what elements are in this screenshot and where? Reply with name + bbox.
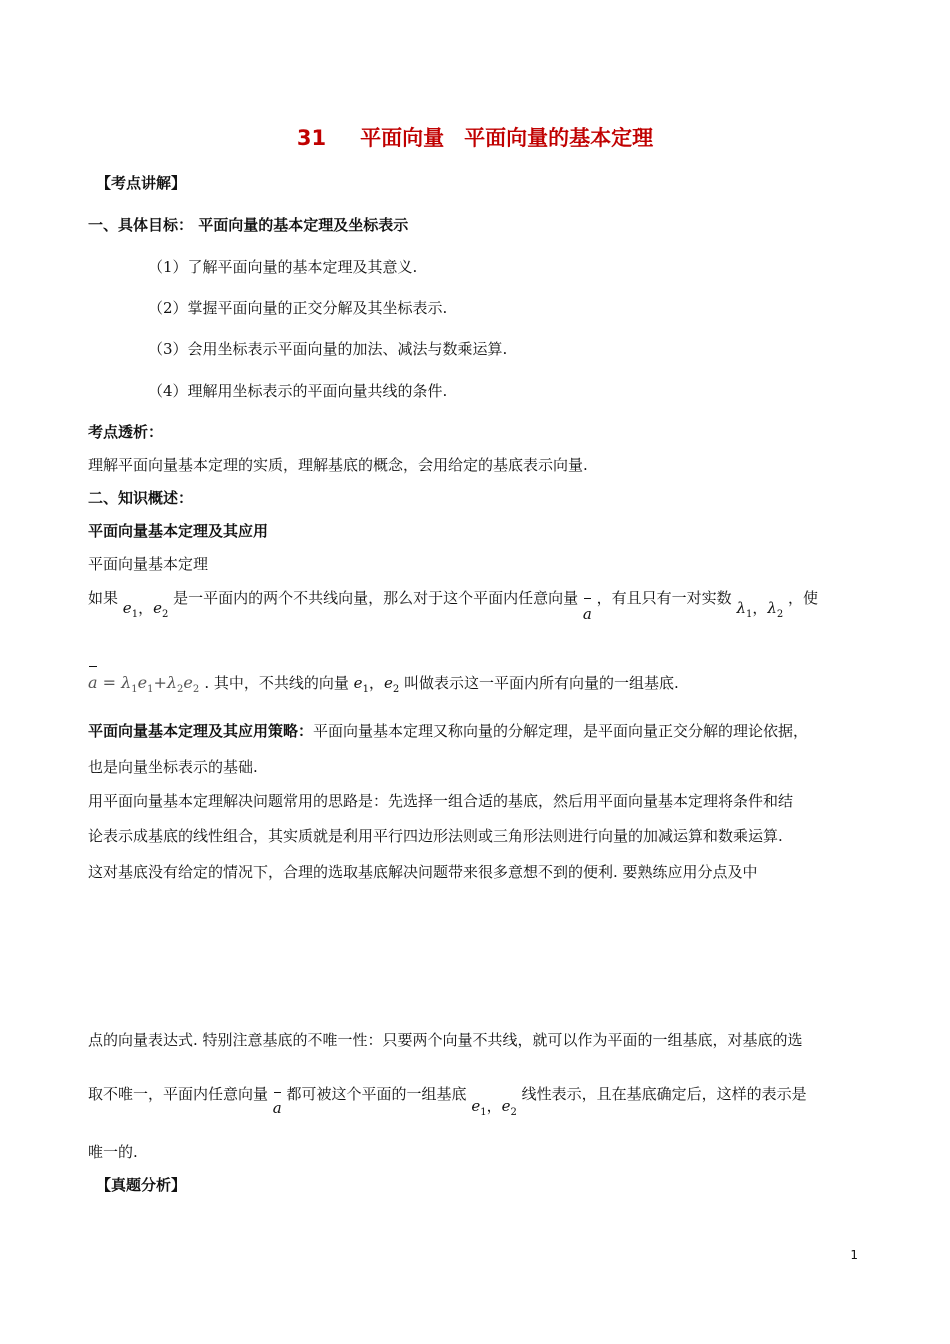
basis-vectors-e1-e2 [122, 599, 173, 620]
symbol-e: e [383, 674, 393, 692]
paragraph-line: 这对基底没有给定的情况下，合理的选取基底解决问题带来很多意想不到的便利. 要熟练应用分点及中 [88, 863, 758, 881]
knowledge-heading: 二、知识概述： [88, 489, 194, 507]
page-title [0, 122, 950, 152]
subscript: 2 [776, 609, 784, 620]
text-run: 线性表示，且在基底确定后，这样的表示是 [521, 1085, 807, 1103]
formula-a-equals-combination [88, 673, 204, 696]
symbol-e: e [501, 1097, 511, 1115]
symbol-comma: ， [752, 599, 768, 617]
strategy-line-2: 也是向量坐标表示的基础. [88, 758, 258, 776]
vector-a: a [88, 673, 98, 692]
theorem-heading: 平面向量基本定理及其应用 [88, 522, 269, 540]
vector-a: a [582, 605, 592, 623]
paragraph-line: 用平面向量基本定理解决问题常用的思路是：先选择一组合适的基底，然后用平面向量基本定理将条件和结 [88, 792, 794, 810]
symbol-equals: = [97, 673, 122, 692]
subscript: 1 [131, 684, 138, 696]
symbol-lambda: λ [166, 673, 178, 692]
symbol-e: e [122, 599, 132, 617]
title-part2: 平面向量的基本定理 [464, 126, 654, 150]
symbol-plus: + [153, 673, 167, 692]
goal-item: （2）掌握平面向量的正交分解及其坐标表示. [148, 299, 448, 317]
text-run: ，使 [788, 589, 819, 607]
analysis-heading: 考点透析： [88, 423, 164, 441]
goal-heading: 一、具体目标： 平面向量的基本定理及坐标表示 [88, 216, 409, 234]
lambda-pair [736, 599, 788, 620]
text-run: ，有且只有一对实数 [596, 589, 732, 607]
section-real-exam: 【真题分析】 [96, 1176, 187, 1194]
symbol-comma: ， [486, 1097, 502, 1115]
subscript: 1 [147, 684, 154, 696]
symbol-e: e [153, 599, 162, 617]
symbol-e: e [137, 673, 148, 692]
subscript: 2 [177, 684, 184, 696]
analysis-text: 理解平面向量基本定理的实质，理解基底的概念，会用给定的基底表示向量. [88, 456, 588, 474]
text-run: 取不唯一，平面内任意向量 [88, 1085, 269, 1103]
subscript: 1 [362, 684, 369, 695]
symbol-e: e [353, 674, 363, 692]
theorem-line-2 [88, 672, 679, 695]
text-run: 如果 [88, 589, 119, 607]
page-number: 1 [850, 1248, 858, 1262]
basis-vectors-e1-e2 [353, 674, 404, 695]
strategy-heading: 平面向量基本定理及其应用策略： [88, 722, 314, 740]
symbol-comma: ， [368, 674, 384, 692]
text-run: 叫做表示这一平面内所有向量的一组基底. [404, 674, 679, 692]
subscript: 2 [192, 684, 200, 696]
strategy-line-1 [88, 720, 808, 741]
basis-vectors-e1-e2 [471, 1097, 521, 1118]
subscript: 1 [480, 1107, 487, 1118]
paragraph-line: 唯一的. [88, 1143, 138, 1161]
title-number: 31 [296, 126, 327, 150]
subscript: 2 [392, 684, 400, 695]
goal-item: （4）理解用坐标表示的平面向量共线的条件. [148, 382, 448, 400]
symbol-lambda: λ [736, 599, 746, 617]
subscript: 2 [161, 609, 169, 620]
goal-item: （3）会用坐标表示平面向量的加法、减法与数乘运算. [148, 340, 508, 358]
vector-a: a [272, 1099, 282, 1117]
symbol-lambda: λ [121, 673, 132, 692]
text-run: 是一平面内的两个不共线向量，那么对于这个平面内任意向量 [173, 589, 579, 607]
text-run: 平面向量基本定理又称向量的分解定理，是平面向量正交分解的理论依据， [313, 722, 809, 740]
symbol-lambda: λ [767, 599, 777, 617]
title-part1: 平面向量 [360, 126, 445, 150]
theorem-subheading: 平面向量基本定理 [88, 555, 209, 573]
theorem-line-1 [88, 587, 819, 623]
paragraph-line [88, 1083, 807, 1118]
section-exam-points: 【考点讲解】 [96, 174, 187, 192]
paragraph-line: 点的向量表达式. 特别注意基底的不唯一性：只要两个向量不共线，就可以作为平面的一组基底，对基底的选 [88, 1031, 803, 1049]
paragraph-line: 论表示成基底的线性组合，其实质就是利用平行四边形法则或三角形法则进行向量的加减运算和数乘运算. [88, 827, 783, 845]
subscript: 1 [745, 609, 753, 620]
symbol-comma: ， [138, 599, 154, 617]
symbol-e: e [183, 673, 193, 692]
text-run: . 其中，不共线的向量 [204, 674, 349, 692]
symbol-e: e [471, 1097, 481, 1115]
goal-item: （1）了解平面向量的基本定理及其意义. [148, 258, 418, 276]
text-run: 都可被这个平面的一组基底 [286, 1085, 467, 1103]
subscript: 1 [131, 609, 139, 620]
subscript: 2 [510, 1107, 517, 1118]
